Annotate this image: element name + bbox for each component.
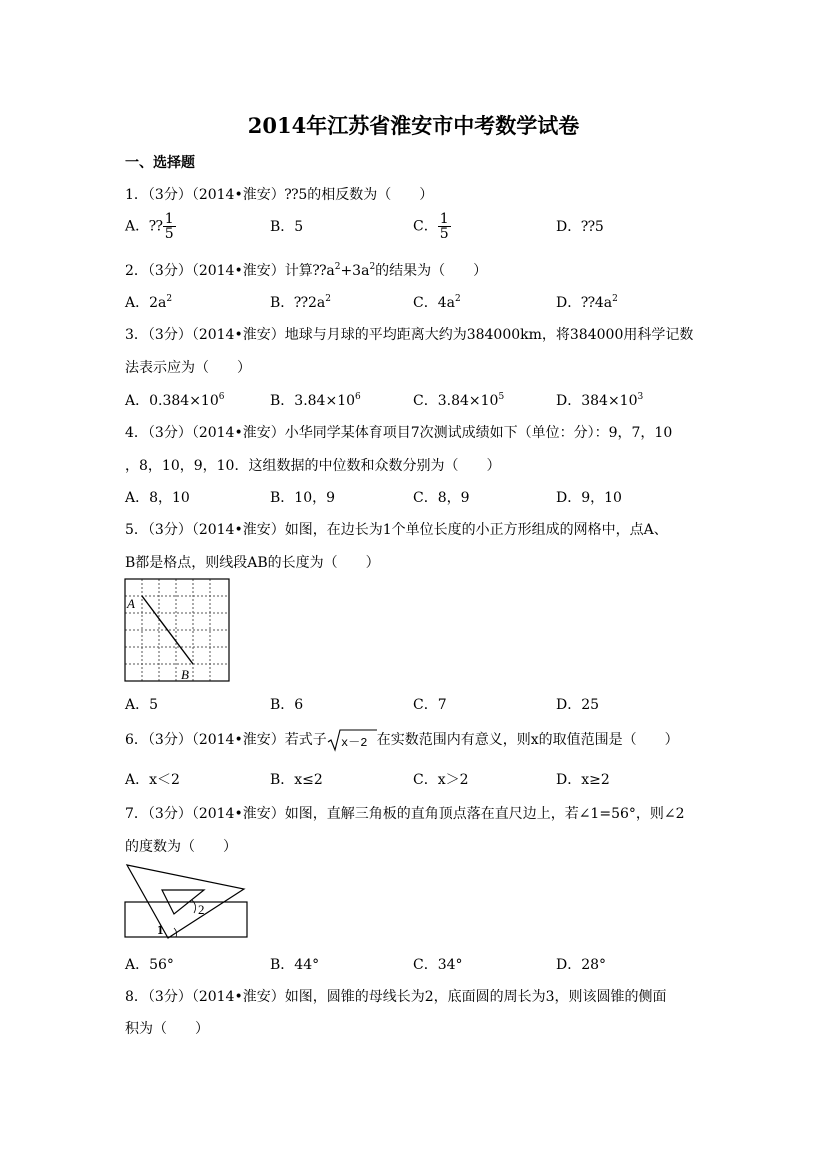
- q6-option-c: C．x＞2: [413, 772, 469, 788]
- section-heading: 一、选择题: [125, 155, 195, 171]
- q7-option-d: D．28°: [556, 957, 607, 973]
- q4-stem-line2: ，8，10，9，10．这组数据的中位数和众数分别为（ ）: [125, 458, 501, 474]
- q5-option-c: C．7: [413, 697, 447, 713]
- q1-option-c: C． $\frac{1}{5}$: [413, 211, 449, 242]
- q8-stem-line2: 积为（ ）: [125, 1021, 209, 1037]
- q6-option-d: D．x≥2: [556, 772, 610, 788]
- q6-options: [125, 769, 725, 789]
- svg-text:x－2: x－2: [340, 736, 368, 750]
- q1-option-d: D．⁇5: [556, 219, 604, 235]
- q2-option-b: B．$⁇2a^2$: [270, 294, 331, 311]
- q5-stem-line1: 5．（3分）（2014•淮安）如图，在边长为1个单位长度的小正方形组成的网格中，点A、: [125, 522, 668, 538]
- q7-options: [125, 954, 725, 974]
- q5-option-b: B．6: [270, 697, 304, 713]
- q4-option-d: D．9，10: [556, 490, 622, 506]
- q7-option-a: A．56°: [125, 957, 174, 973]
- angle-1-label: 1: [157, 922, 164, 937]
- q1-stem: 1．（3分）（2014•淮安）⁇5的相反数为（ ）: [125, 187, 434, 203]
- q5-stem-line2: B都是格点，则线段AB的长度为（ ）: [125, 555, 380, 571]
- q7-option-b: B．44°: [270, 957, 320, 973]
- q3-option-d: D．$384\times 10^3$: [556, 392, 644, 409]
- angle-1-arc: [174, 928, 177, 937]
- q7-triangle-ruler-figure: [124, 862, 252, 940]
- q2-option-c: C．$4a^2$: [413, 294, 461, 311]
- q2-stem: 2．（3分）（2014•淮安）计算$⁇a^2+3a^2$的结果为（ ）: [125, 262, 488, 279]
- q8-stem-line1: 8．（3分）（2014•淮安）如图，圆锥的母线长为2，底面圆的周长为3，则该圆锥的侧面: [125, 989, 667, 1005]
- q3-stem-line2: 法表示应为（ ）: [125, 360, 251, 376]
- sqrt-expression: [327, 728, 377, 752]
- q3-stem-line1: 3．（3分）（2014•淮安）地球与月球的平均距离大约为384000km，将384000用科学记数: [125, 327, 694, 343]
- q4-option-a: A．8，10: [125, 490, 190, 506]
- q5-option-d: D．25: [556, 697, 600, 713]
- q6-option-a: A．x＜2: [125, 772, 180, 788]
- q7-stem-line2: 的度数为（ ）: [125, 839, 237, 855]
- q4-option-b: B．10，9: [270, 490, 336, 506]
- q4-options: [125, 487, 725, 507]
- q1-option-b: B．5: [270, 219, 304, 235]
- fraction: $\frac{1}{5}$: [439, 211, 449, 242]
- q2-option-d: D．$⁇4a^2$: [556, 294, 618, 311]
- page-title: 2014年江苏省淮安市中考数学试卷: [247, 113, 580, 138]
- point-b-label: B: [181, 667, 189, 682]
- q7-stem-line1: 7．（3分）（2014•淮安）如图，直解三角板的直角顶点落在直尺边上，若∠1=56°，则∠2: [125, 806, 685, 822]
- q3-option-c: C．$3.84\times 10^5$: [413, 392, 505, 409]
- q1-option-a: A．⁇ $\frac{1}{5}$: [125, 211, 174, 242]
- q5-option-a: A．5: [125, 697, 159, 713]
- q2-option-a: A．$2a^2$: [125, 294, 173, 311]
- q6-option-b: B．x≤2: [270, 772, 323, 788]
- q5-grid-figure: [124, 578, 232, 684]
- ruler: [125, 902, 247, 937]
- angle-2-label: 2: [198, 902, 205, 917]
- q7-option-c: C．34°: [413, 957, 463, 973]
- q3-options: [125, 390, 725, 410]
- q1-options: [125, 211, 725, 242]
- q2-options: [125, 292, 725, 312]
- q5-options: [125, 694, 725, 714]
- q4-option-c: C．8，9: [413, 490, 470, 506]
- grid-lines: [125, 579, 229, 681]
- radical-sign-icon: [327, 728, 377, 752]
- fraction: $\frac{1}{5}$: [164, 211, 174, 242]
- q6-stem: 6．（3分）（2014•淮安）若式子 x－2 在实数范围内有意义，则x的取值范围是（ ）: [125, 728, 679, 752]
- q3-option-b: B．$3.84\times 10^6$: [270, 392, 361, 409]
- point-a-label: A: [127, 596, 135, 611]
- q4-stem-line1: 4．（3分）（2014•淮安）小华同学某体育项目7次测试成绩如下（单位：分）：9，7，10: [125, 425, 673, 441]
- q3-option-a: A．$0.384\times 10^6$: [125, 392, 225, 409]
